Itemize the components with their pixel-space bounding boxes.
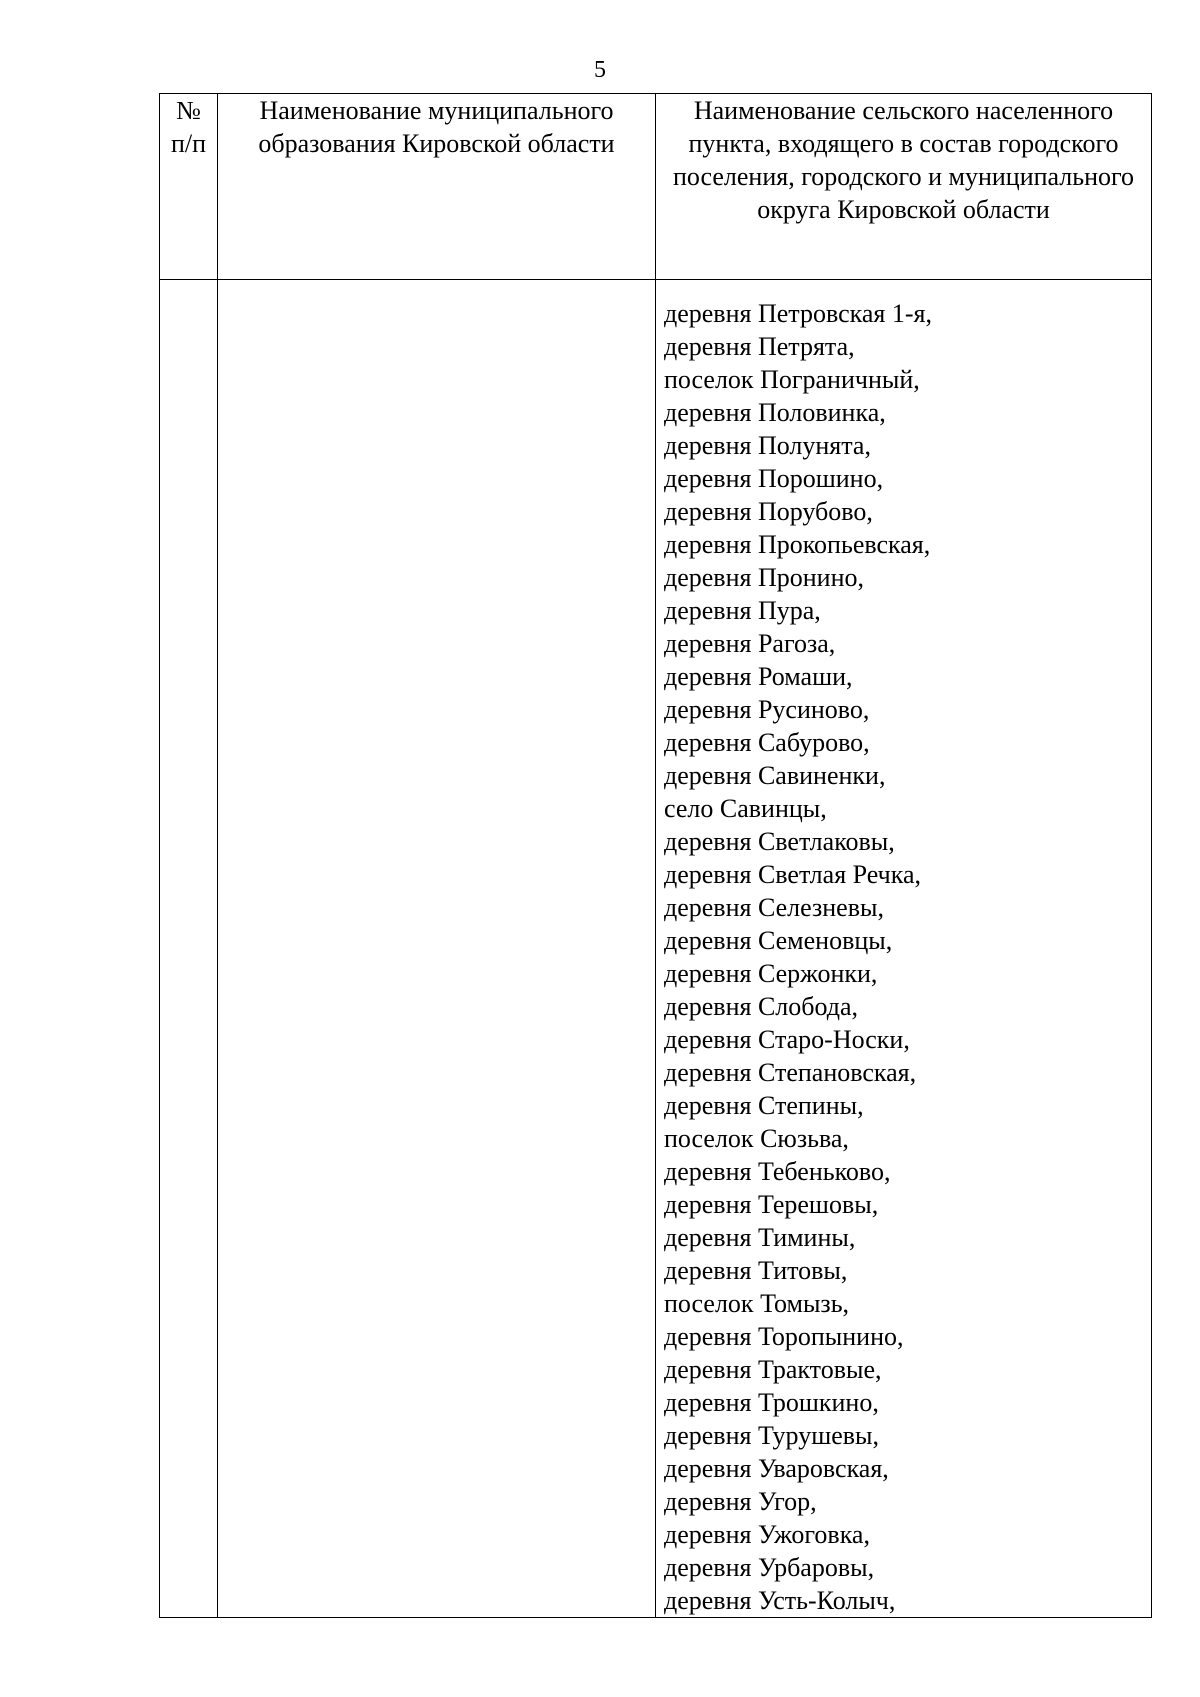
list-item: деревня Рагоза, <box>664 629 836 658</box>
list-item: деревня Прокопьевская, <box>664 530 931 559</box>
list-item: деревня Усть-Колыч, <box>664 1586 896 1615</box>
page-number: 5 <box>594 57 606 83</box>
list-item: деревня Торопынино, <box>664 1322 904 1351</box>
header-municipality: Наименование муниципального образования Кировской области <box>218 94 656 280</box>
list-item: поселок Сюзьва, <box>664 1124 849 1153</box>
list-item: деревня Уваровская, <box>664 1454 889 1483</box>
list-item: деревня Петровская 1-я, <box>664 299 932 328</box>
list-item: деревня Степановская, <box>664 1058 917 1087</box>
list-item: поселок Томызь, <box>664 1289 850 1318</box>
table-header-row <box>160 94 1152 280</box>
list-item: деревня Селезневы, <box>664 893 884 922</box>
list-item: деревня Сержонки, <box>664 959 878 988</box>
list-item: деревня Порубово, <box>664 497 873 526</box>
cell-municipality <box>218 280 656 1618</box>
list-item: деревня Пронино, <box>664 563 864 592</box>
list-item: деревня Урбаровы, <box>664 1553 875 1582</box>
list-item: деревня Сабурово, <box>664 728 870 757</box>
list-item: деревня Угор, <box>664 1487 817 1516</box>
list-item: деревня Титовы, <box>664 1256 848 1285</box>
list-item: деревня Пура, <box>664 596 821 625</box>
list-item: деревня Ромаши, <box>664 662 853 691</box>
list-item: деревня Трактовые, <box>664 1355 882 1384</box>
settlement-list <box>656 280 1151 1617</box>
header-settlement: Наименование сельского населенного пункта, входящего в состав городского поселения, городского и муниципального округа Кировской области <box>656 94 1152 280</box>
list-item: поселок Пограничный, <box>664 365 920 394</box>
cell-settlements <box>656 280 1152 1618</box>
settlements-table <box>159 93 1152 1618</box>
header-number: № п/п <box>160 94 218 280</box>
list-item: деревня Светлаковы, <box>664 827 895 856</box>
list-item: деревня Терешовы, <box>664 1190 879 1219</box>
list-item: деревня Савиненки, <box>664 761 886 790</box>
list-item: село Савинцы, <box>664 794 827 823</box>
list-item: деревня Старо-Носки, <box>664 1025 910 1054</box>
list-item: деревня Тимины, <box>664 1223 856 1252</box>
list-item: деревня Порошино, <box>664 464 884 493</box>
list-item: деревня Слобода, <box>664 992 859 1021</box>
list-item: деревня Полунята, <box>664 431 871 460</box>
list-item: деревня Степины, <box>664 1091 864 1120</box>
list-item: деревня Половинка, <box>664 398 886 427</box>
list-item: деревня Петрята, <box>664 332 855 361</box>
table-row <box>160 280 1152 1618</box>
list-item: деревня Турушевы, <box>664 1421 880 1450</box>
cell-number <box>160 280 218 1618</box>
list-item: деревня Русиново, <box>664 695 870 724</box>
list-item: деревня Семеновцы, <box>664 926 893 955</box>
list-item: деревня Ужоговка, <box>664 1520 870 1549</box>
list-item: деревня Трошкино, <box>664 1388 879 1417</box>
list-item: деревня Светлая Речка, <box>664 860 922 889</box>
list-item: деревня Тебеньково, <box>664 1157 891 1186</box>
